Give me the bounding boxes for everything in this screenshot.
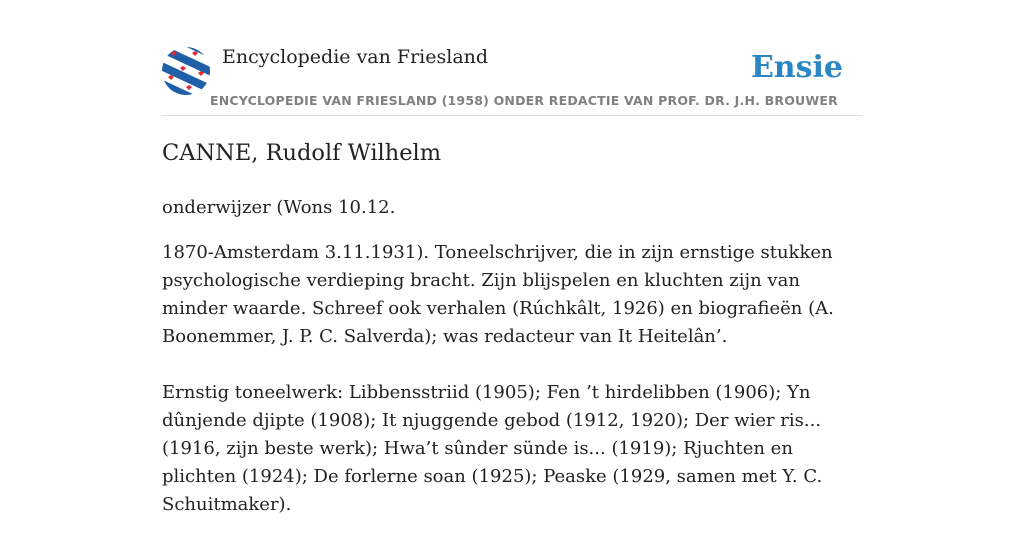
- encyclopedia-subtitle: ENCYCLOPEDIE VAN FRIESLAND (1958) ONDER REDACTIE VAN PROF. DR. J.H. BROUWER: [210, 93, 838, 108]
- site-title[interactable]: Encyclopedie van Friesland: [222, 46, 489, 68]
- frisian-flag-logo-icon[interactable]: [162, 47, 210, 95]
- entry-paragraph: Ernstig toneelwerk: Libbensstriid (1905); Fen ’t hirdelibben (1906); Yn dûnjende djipte (1908); It njuggende gebod (1912, 1920); Der wier ris... (1916, zijn beste werk); Hwa’t sûnder sünde is... (1919); Rjuchten en plichten (1924); De forlerne soan (1925); Peaske (1929, samen met Y. C. Schuitmaker).: [162, 382, 823, 515]
- entry-card: [162, 0, 862, 515]
- site-header: [162, 0, 862, 116]
- entry-body: [162, 239, 862, 547]
- ensie-brand-logo[interactable]: Ensie: [750, 50, 843, 85]
- entry-lead: onderwijzer (Wons 10.12.: [162, 197, 396, 218]
- entry-title: CANNE, Rudolf Wilhelm: [162, 140, 442, 166]
- entry-paragraph: 1870-Amsterdam 3.11.1931). Toneelschrijver, die in zijn ernstige stukken psychologische verdieping bracht. Zijn blijspelen en kluchten zijn van minder waarde. Schreef ook verhalen (Rúchkâlt, 1926) en biografieën (A. Boonemmer, J. P. C. Salverda); was redacteur van It Heitelân’.: [162, 242, 834, 347]
